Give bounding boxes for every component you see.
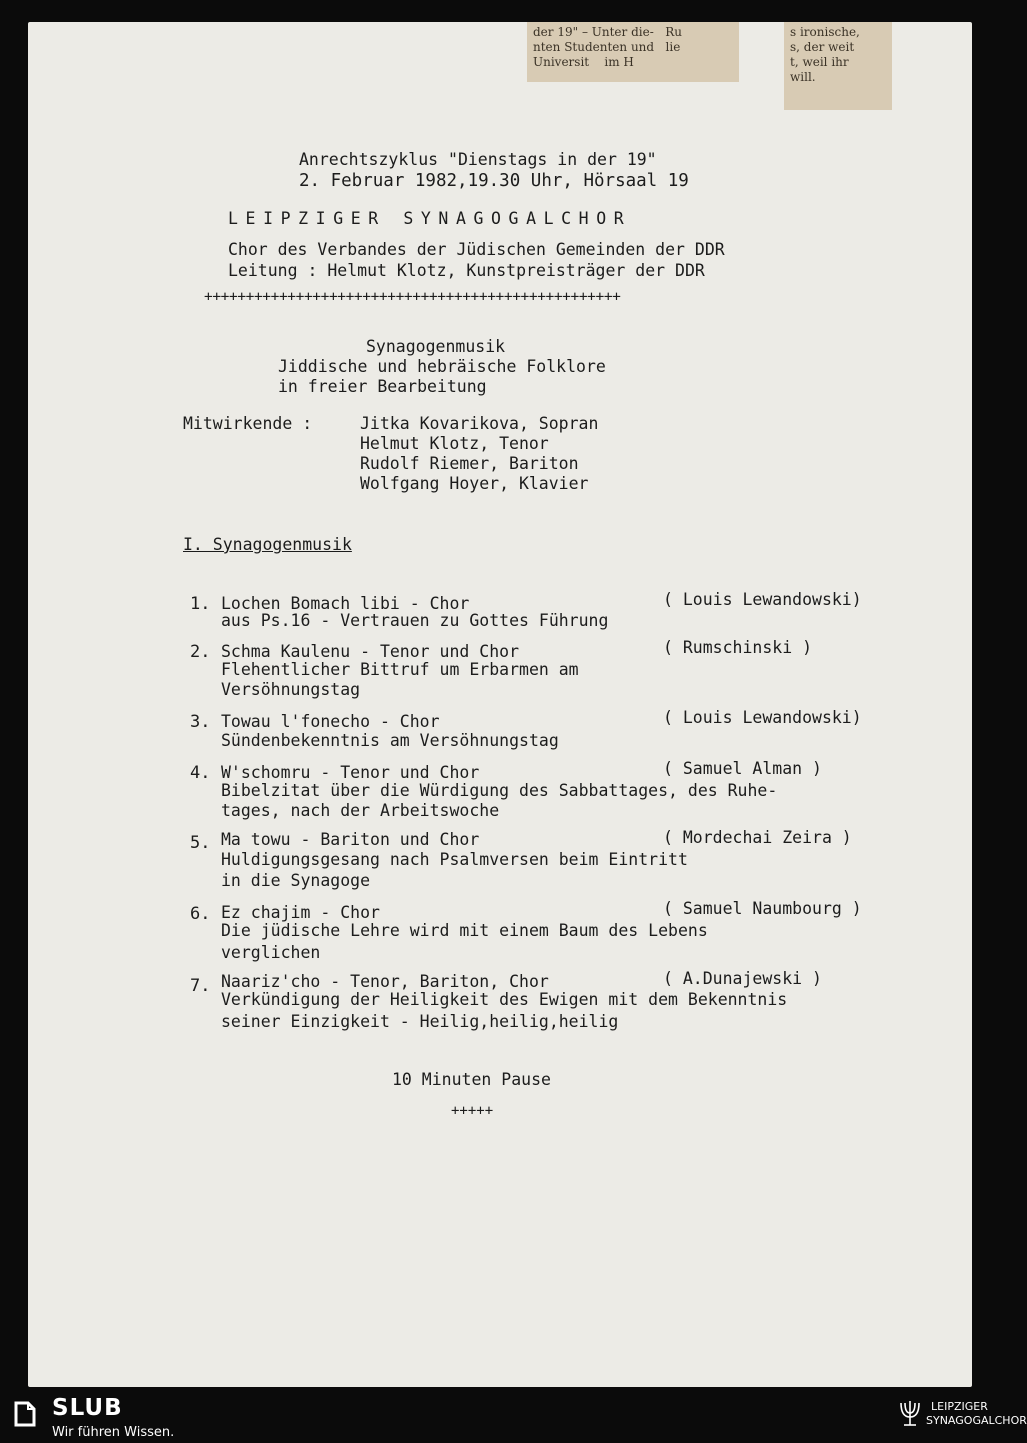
item-description: verglichen (221, 943, 321, 962)
item-title: W'schomru - Tenor und Chor (221, 763, 480, 782)
item-description: in die Synagoge (221, 871, 371, 890)
item-description: Versöhnungstag (221, 680, 361, 699)
intro-title: Synagogenmusik (366, 337, 506, 356)
header-cycle: Anrechtszyklus "Dienstags in der 19" (299, 150, 657, 169)
slub-logo-icon (14, 1401, 36, 1427)
item-composer: ( Louis Lewandowski) (663, 590, 862, 609)
item-title: Ez chajim - Chor (221, 903, 380, 922)
performer-4: Wolfgang Hoyer, Klavier (360, 474, 589, 493)
item-description: Sündenbekenntnis am Versöhnungstag (221, 731, 559, 750)
performer-2: Helmut Klotz, Tenor (360, 434, 549, 453)
newspaper-clipping-left: der 19" – Unter die- Ru nten Studenten und lie Universit im H (527, 22, 739, 82)
intro-line3: in freier Bearbeitung (278, 377, 487, 396)
performer-3: Rudolf Riemer, Bariton (360, 454, 579, 473)
header-date: 2. Februar 1982,19.30 Uhr, Hörsaal 19 (299, 171, 689, 191)
choir-affiliation: Chor des Verbandes der Jüdischen Gemeinden der DDR (228, 240, 725, 259)
intro-line2: Jiddische und hebräische Folklore (278, 357, 606, 376)
footer-choir-line2: SYNAGOGALCHOR (926, 1414, 1027, 1427)
header-divider: ++++++++++++++++++++++++++++++++++++++++++++++++++ (204, 289, 621, 305)
item-number: 5. (190, 833, 211, 853)
performer-1: Jitka Kovarikova, Sopran (360, 414, 599, 433)
item-description: aus Ps.16 - Vertrauen zu Gottes Führung (221, 611, 609, 630)
item-description: Flehentlicher Bittruf um Erbarmen am (221, 660, 579, 679)
item-composer: ( Samuel Alman ) (663, 759, 822, 778)
item-number: 6. (190, 904, 211, 924)
item-title: Naariz'cho - Tenor, Bariton, Chor (221, 972, 549, 991)
item-description: Huldigungsgesang nach Psalmversen beim Eintritt (221, 850, 688, 869)
pause-marks: +++++ (451, 1103, 494, 1119)
item-composer: ( Samuel Naumbourg ) (663, 899, 862, 918)
item-number: 3. (190, 712, 211, 732)
item-composer: ( A.Dunajewski ) (663, 969, 822, 988)
item-title: Towau l'fonecho - Chor (221, 712, 440, 731)
performers-label: Mitwirkende : (183, 414, 313, 433)
footer-brand: SLUB (52, 1395, 123, 1421)
item-description: Die jüdische Lehre wird mit einem Baum des Lebens (221, 921, 708, 940)
item-number: 4. (190, 763, 211, 783)
item-number: 7. (190, 976, 211, 996)
item-title: Lochen Bomach libi - Chor (221, 594, 470, 613)
item-title: Schma Kaulenu - Tenor und Chor (221, 642, 520, 661)
footer-bar (0, 1387, 1027, 1443)
item-composer: ( Rumschinski ) (663, 638, 813, 657)
footer-tagline: Wir führen Wissen. (52, 1425, 175, 1440)
item-description: Verkündigung der Heiligkeit des Ewigen mit dem Bekenntnis (221, 990, 788, 1009)
item-composer: ( Louis Lewandowski) (663, 708, 862, 727)
item-description: tages, nach der Arbeitswoche (221, 801, 500, 820)
section-title: I. Synagogenmusik (183, 535, 352, 554)
item-description: Bibelzitat über die Würdigung des Sabbattages, des Ruhe- (221, 781, 778, 800)
item-number: 2. (190, 642, 211, 662)
item-description: seiner Einzigkeit - Heilig,heilig,heilig (221, 1012, 619, 1031)
choir-director: Leitung : Helmut Klotz, Kunstpreisträger der DDR (228, 261, 705, 280)
pause-label: 10 Minuten Pause (392, 1070, 551, 1089)
footer-choir-line1: LEIPZIGER (931, 1400, 988, 1413)
item-number: 1. (190, 594, 211, 614)
item-composer: ( Mordechai Zeira ) (663, 828, 852, 847)
choir-name: LEIPZIGER SYNAGOGALCHOR (228, 209, 632, 228)
item-title: Ma towu - Bariton und Chor (221, 830, 480, 849)
menorah-icon (897, 1397, 923, 1429)
newspaper-clipping-right: s ironische, s, der weit t, weil ihr will. (784, 22, 892, 110)
